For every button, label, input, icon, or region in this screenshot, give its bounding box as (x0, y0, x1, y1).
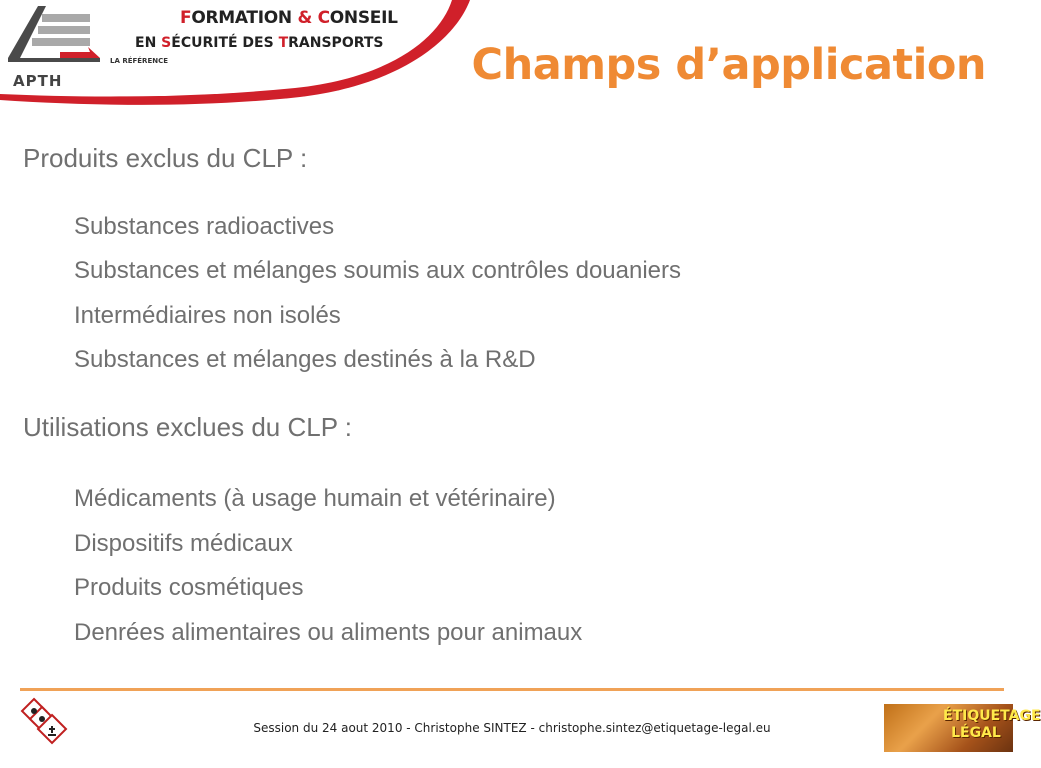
footer-divider (20, 688, 1004, 691)
section-heading-produits: Produits exclus du CLP : (23, 143, 308, 173)
list-item: Produits cosmétiques (74, 574, 304, 601)
list-item: Médicaments (à usage humain et vétérinaire) (74, 485, 556, 512)
etiquetage-legal-logo (884, 704, 1041, 752)
logo-line-2: LÉGAL (951, 725, 1001, 741)
apth-logo (0, 0, 115, 96)
list-item: Substances et mélanges soumis aux contrôles douaniers (74, 257, 682, 284)
slide-title: Champs d’application (471, 40, 986, 90)
logo-line-1: ÉTIQUETAGE (943, 708, 1041, 724)
list-item: Intermédiaires non isolés (74, 302, 341, 329)
list-item: Dispositifs médicaux (74, 530, 293, 557)
brand-tagline: LA RÉFÉRENCE (110, 57, 168, 65)
brand-line-2: EN SÉCURITÉ DES TRANSPORTS (135, 35, 384, 51)
brand-line-1: FORMATION & CONSEIL (180, 8, 398, 28)
footer-session-info: Session du 24 aout 2010 - Christophe SINTEZ - christophe.sintez@etiquetage-legal.eu (253, 721, 771, 735)
list-item: Substances radioactives (74, 213, 335, 240)
list-item: Denrées alimentaires ou aliments pour animaux (74, 619, 583, 646)
section-heading-utilisations: Utilisations exclues du CLP : (23, 412, 353, 442)
list-item: Substances et mélanges destinés à la R&D (74, 346, 536, 373)
hazard-pictogram-icon (20, 697, 70, 743)
logo-text: APTH (13, 72, 63, 90)
